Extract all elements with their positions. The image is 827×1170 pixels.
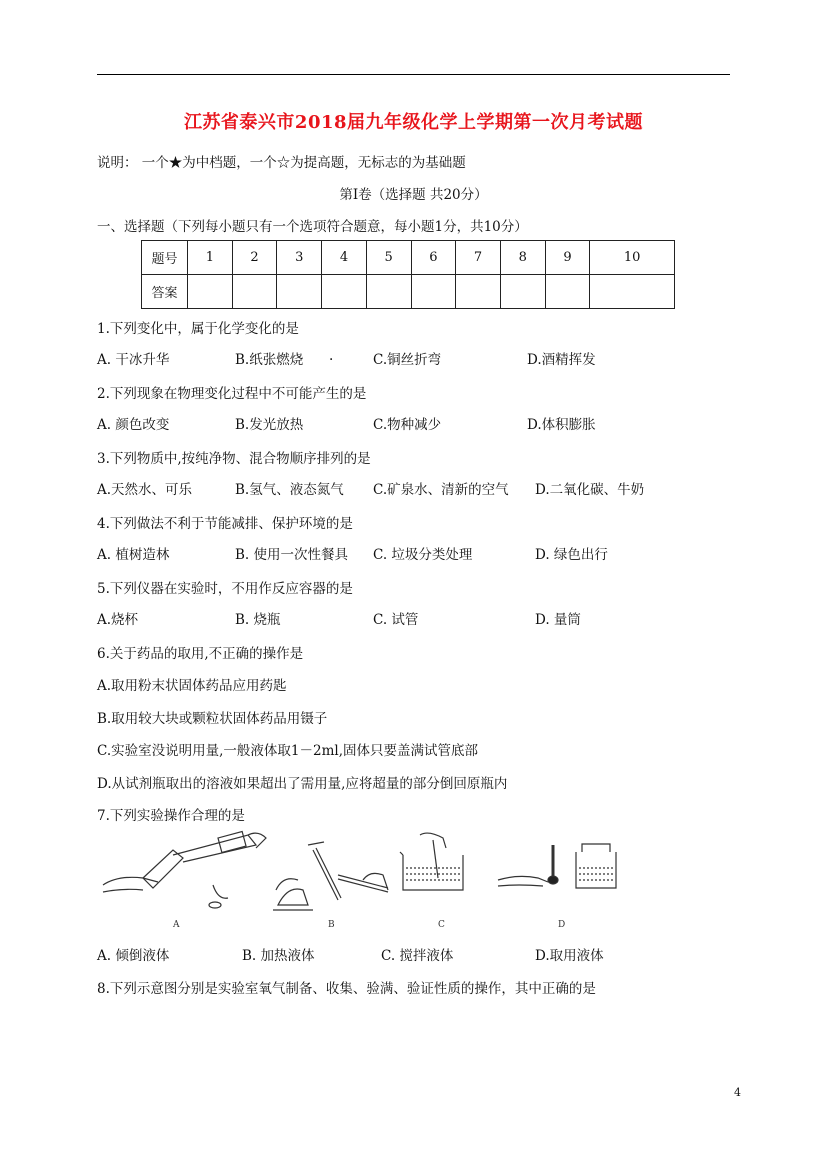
option-c: C. 垃圾分类处理 [373, 547, 473, 563]
stray-mark: . [329, 348, 334, 364]
answer-cell[interactable] [188, 275, 233, 309]
question-stem: 6.关于药品的取用,不正确的操作是 [97, 646, 304, 662]
answer-cell[interactable] [545, 275, 590, 309]
instructions-note: 说明： 一个★为中档题，一个☆为提高题，无标志的为基础题 [97, 155, 466, 171]
table-cell: 1 [188, 241, 233, 275]
figure-label: A [173, 920, 180, 930]
option-c: C.矿泉水、清新的空气 [373, 482, 509, 498]
table-cell: 2 [232, 241, 277, 275]
part-heading: 一、选择题（下列每小题只有一个选项符合题意，每小题1分，共10分） [97, 219, 528, 235]
table-cell: 7 [456, 241, 501, 275]
table-cell: 题号 [142, 241, 188, 275]
answer-cell[interactable] [500, 275, 545, 309]
option-c: C.铜丝折弯 [373, 352, 442, 368]
experiment-illustrations [98, 830, 618, 930]
option-a: A. 倾倒液体 [97, 948, 170, 964]
answer-cell[interactable] [322, 275, 367, 309]
table-cell: 答案 [142, 275, 188, 309]
page-number: 4 [734, 1086, 741, 1099]
option-line: A.取用粉末状固体药品应用药匙 [97, 678, 287, 694]
answer-cell[interactable] [232, 275, 277, 309]
option-a: A.天然水、可乐 [97, 482, 193, 498]
table-cell: 5 [366, 241, 411, 275]
page-title: 江苏省泰兴市2018届九年级化学上学期第一次月考试题 [183, 112, 644, 133]
option-c: C. 搅拌液体 [381, 948, 454, 964]
answer-cell[interactable] [456, 275, 501, 309]
option-a: A.烧杯 [97, 612, 139, 628]
answer-cell[interactable] [411, 275, 456, 309]
answer-table [141, 240, 675, 309]
option-d: D. 量筒 [535, 612, 581, 628]
heating-liquid-illustration [273, 842, 388, 910]
header-rule [97, 74, 730, 75]
option-line: B.取用较大块或颗粒状固体药品用镊子 [97, 711, 328, 727]
option-b: B.纸张燃烧 [235, 352, 304, 368]
table-cell: 10 [590, 241, 675, 275]
table-cell: 3 [277, 241, 322, 275]
answer-cell[interactable] [366, 275, 411, 309]
figure-label: C [438, 920, 445, 930]
answer-cell[interactable] [277, 275, 322, 309]
table-cell: 4 [322, 241, 367, 275]
option-a: A. 颜色改变 [97, 417, 170, 433]
section-heading: 第I卷（选择题 共20分） [339, 187, 488, 203]
figure-label: B [328, 920, 335, 930]
option-c: C. 试管 [373, 612, 419, 628]
option-d: D.取用液体 [535, 948, 604, 964]
option-a: A. 干冰升华 [97, 352, 170, 368]
dropper-liquid-illustration [498, 844, 616, 888]
question-stem: 1.下列变化中，属于化学变化的是 [97, 321, 299, 337]
option-d: D.二氧化碳、牛奶 [535, 482, 645, 498]
table-row [142, 241, 675, 275]
table-cell: 6 [411, 241, 456, 275]
option-c: C.物种减少 [373, 417, 442, 433]
question-stem: 3.下列物质中,按纯净物、混合物顺序排列的是 [97, 451, 371, 467]
option-line: D.从试剂瓶取出的溶液如果超出了需用量,应将超量的部分倒回原瓶内 [97, 776, 508, 792]
option-d: D. 绿色出行 [535, 547, 608, 563]
question-stem: 8.下列示意图分别是实验室氧气制备、收集、验满、验证性质的操作，其中正确的是 [97, 981, 596, 997]
table-cell: 9 [545, 241, 590, 275]
question-stem: 7.下列实验操作合理的是 [97, 808, 245, 824]
option-b: B. 加热液体 [242, 948, 315, 964]
pouring-liquid-illustration [103, 832, 266, 908]
question-stem: 2.下列现象在物理变化过程中不可能产生的是 [97, 386, 367, 402]
table-row [142, 275, 675, 309]
option-line: C.实验室没说明用量,一般液体取1－2ml,固体只要盖满试管底部 [97, 743, 479, 759]
option-b: B.氢气、液态氮气 [235, 482, 344, 498]
table-cell: 8 [500, 241, 545, 275]
question-stem: 5.下列仪器在实验时，不用作反应容器的是 [97, 581, 353, 597]
stirring-liquid-illustration [400, 833, 463, 890]
option-d: D.体积膨胀 [527, 417, 596, 433]
option-b: B. 使用一次性餐具 [235, 547, 349, 563]
option-b: B.发光放热 [235, 417, 304, 433]
option-a: A. 植树造林 [97, 547, 170, 563]
figure-label: D [558, 920, 566, 930]
option-b: B. 烧瓶 [235, 612, 281, 628]
question-stem: 4.下列做法不利于节能减排、保护环境的是 [97, 516, 353, 532]
answer-cell[interactable] [590, 275, 675, 309]
option-d: D.酒精挥发 [527, 352, 596, 368]
